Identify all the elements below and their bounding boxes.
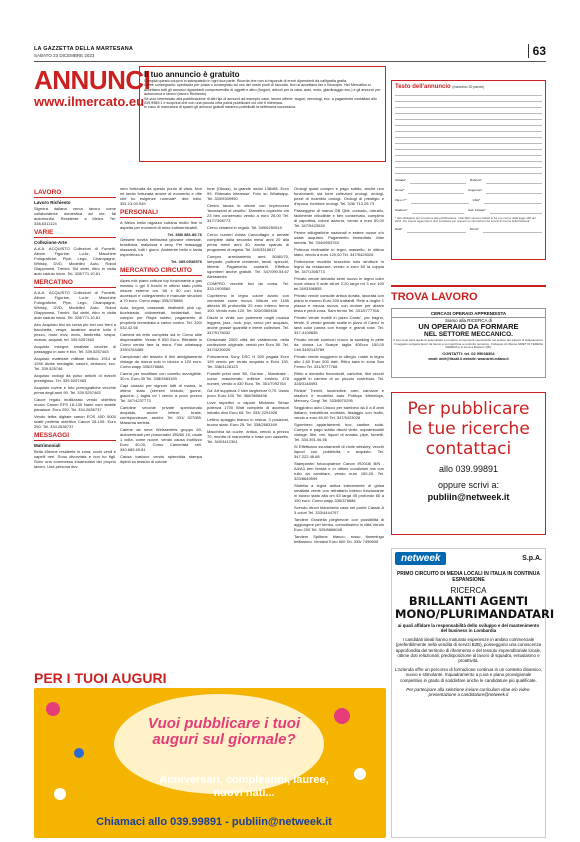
ad-item: Catene da neve Weissenfels gruppo 60, autocentranti per pneumatici 195/60 15, usate 1 volta, come nuove, vendo causa inutilizzo Euro 40,00, Como Camerlata cell. 340.685.69.81 bbox=[120, 427, 202, 452]
ad-item: Svendo ritrovi biancheria casa nel ponte Cassie A 3 colori Tel. 333/4444797 bbox=[294, 505, 384, 515]
newspaper-name: LA GAZZETTA DELLA MARTESANA bbox=[34, 46, 134, 52]
netweek-role-2: MONO/PLURIMANDATARI bbox=[395, 606, 555, 621]
ad-item: Tandem Spiltone bianco, rosso fiammingo bellissimo. Vendesi Euro 600 Tel. 335/ 7490605 bbox=[294, 534, 384, 544]
netweek-p3: L'azienda offre un percorso di formazione continua in un contesto dinamico, nuovo e stimolante. Inquadramento a p.iva e piano provvigionale competitivo in grado di soddisfare anche le candidature più qualificate. bbox=[395, 666, 542, 683]
ad-item: Causa trasloco vendo splendida stampa dipinti su tessuto di cotone bbox=[120, 454, 202, 464]
netweek-p1: ai quali affidare la responsabilità dello sviluppo e del mantenimento del business in Lombardia bbox=[397, 623, 540, 634]
data-field[interactable] bbox=[407, 227, 466, 233]
trova-lavoro-title: TROVA LAVORO bbox=[391, 291, 478, 303]
coupon-row-1: Testata* Rubrica* bbox=[395, 178, 542, 184]
section-messaggi: MESSAGGI bbox=[34, 432, 116, 441]
publish-or: oppure scrivi a: bbox=[437, 480, 500, 490]
job-ad-desc: Il suo ruolo sarà quello di assemblare e produrre componenti meccaniche nel settore del sistemi di sollevamento. bbox=[393, 338, 544, 342]
netweek-logo: netweek S.p.A. bbox=[395, 552, 542, 565]
netweek-role-1: BRILLANTI AGENTI bbox=[408, 594, 529, 608]
free-ad-p1: Compila questo coupon in stampatello in ogni sua parte. Ricorda che non si risponde di errori dipendenti da calligrafia grafia. bbox=[144, 79, 348, 83]
netweek-ricerca: RICERCA bbox=[450, 586, 487, 595]
ad-item: Cartoline vecchie private spensionato acquista, anche lettere, buste, corrispondenze, archivi. Tel. 031/ 927085. Massima serietà. bbox=[120, 405, 202, 425]
page-number: 63 bbox=[528, 44, 546, 58]
ad-item: Privato vende consolle antica dorata, lavorata con piano in marmo Euro 200 trattabili. Rete a doghe 1 piazza e mezza nuova, con motore per alzare testa e piedi zona. Sam fermo Tel. 331/5777768 bbox=[294, 293, 384, 313]
ad-item: Fotocamera Sony DSC H 300 pagata Euro 199 vendo per errato acquisto a Euro 130. Tel. 338/3128123 bbox=[207, 354, 289, 369]
ad-item: Riviste' Trenini, locomotive, carri, carrozze e stazioni e modellini auto Politoys Mebetoys, Mercury, Corgi. Tel. 333/8970295 bbox=[294, 388, 384, 403]
job-ad-email[interactable]: email: ariet@tiscali.it website: www.ariet-milano.it bbox=[428, 356, 509, 361]
publish-line-3: contattaci bbox=[425, 439, 512, 459]
annunci-logo bbox=[34, 65, 151, 122]
greetings-occasions: Anniversari, compleanni, lauree, nuovi nati... bbox=[159, 774, 329, 799]
ad-item: Privato vende armadio semi nuovo in legno color noce chiaro 5 ante alt.mt 2,20 largo mt 3 eur 100 tel.3493396855 bbox=[294, 276, 384, 291]
ad-item: Privato vende mobili in pizzo Cantu', per bagno, tende. E vendo grande scalie in pizzo di Cantu' in lana color panna con frange e grandi rose. Tel. 347-4109836 bbox=[294, 315, 384, 335]
ad-item: Poltrona reclinabile in legno massello, in ottimo stato, vendo a euro 120,00 Tel. 347/5423026 bbox=[294, 247, 384, 257]
coupon-row-5: Data* Firma* bbox=[395, 227, 542, 233]
ad-item: Privato vende sumicon nuovo la swaking in pelle da donna La Scarpe taglia 40Euro 150,00 Cell.3492143789 bbox=[294, 337, 384, 352]
ad-item: Cerco numeri rivista Cancottagio o annate complete dalla seconda meta' anni 20 alla prima meta' anni 40, anche sparuto di programmi di regata. Tel. 349/3318617 bbox=[207, 232, 289, 252]
free-ad-p3: Se vuoi interessato alla pubblicazione di altri tipi di annunci ad esempio case, lavoro offerte, auguri, necrologi, ecc. a pagamento contattaci allo 039.9989.1 e scoprirai che con una piccola cifra potrai pubblicare ciò che ti interessa. bbox=[144, 96, 377, 106]
ad-item: Aeo Acquisto bici da corsa più bici con freni a bacchetta, vespe, lavatrice anche tutto il pezzo, moto mcv, moto, lambretta, vespa, motom, acquisti, tel. 339.5257463 bbox=[34, 322, 116, 342]
ad-item: Campionari dei tessuto 8 libri abbigliamento vintage da donna solo in blocco a 120 euro. Como wapp 335/376686 bbox=[120, 354, 202, 369]
ad-item: Acquisto rovine e foto pornografiche vecchie prima degli anni 90. Tel. 339.5257463 bbox=[34, 385, 116, 395]
free-ad-title: Il tuo annuncio è gratuito bbox=[144, 70, 240, 79]
coupon-row-2: Nome* Cognome* bbox=[395, 188, 542, 194]
ad-item: Love superficì a vapore Mickmax Simac potenza 1700 Watt completo di accessori imballo divo Euro 65. Tel. 333/ 2291928 bbox=[207, 400, 289, 415]
confetti-icon bbox=[354, 768, 366, 780]
ad-item: Centro tavola in ottone con impercorso 'lavorazioni al cesello.' Diametro copechio cm 23 ben conservato vendo a euro 25,00 Tel. 347/7308773 bbox=[207, 203, 289, 223]
ad-item: Privato vende soggiorno in ciliegio, rotaie in legno alto 1,60 Euro 500 tratt. Ritiro sarà in zona San Fermo Tel. 331/5777768 bbox=[294, 354, 384, 369]
greetings-header: PER I TUOI AUGURI bbox=[34, 670, 167, 686]
ad-item: Acquisto insegne smaltate vecchie di passaggio in auto e bici. Tel. 339.5257463 bbox=[34, 344, 116, 354]
ad-item: tone (Okuss), la grande ondai 138x88. Euro 99. Ridecata interesse. Foto su Whatsapp. Tel. 333/9309950 bbox=[207, 186, 289, 201]
job-ad-headline: CERCASI OPERAIO APPRENDISTA bbox=[392, 311, 545, 318]
ad-item: Cerco cimarini in regalo. Tel. 349/6250519 bbox=[207, 225, 282, 230]
codfiscale-field[interactable] bbox=[490, 208, 542, 214]
ad-item: Poltroncine modello bracciolo solo strutture in legno da restaurare, vendo a euro 60 la coppia Tel. 347/1308773 bbox=[294, 259, 384, 274]
ad-phone: Tel. 388/ 881.89.76 bbox=[167, 232, 202, 237]
ad-item: Copritermo in legno colore avorio con verniciare come nuovo. Misure cm 1185 altezza 80 profondità 29 euro interno termo 100. Vendo euro 120. Tel. 320/0369436 bbox=[207, 293, 289, 313]
coupon-text-line[interactable] bbox=[395, 168, 542, 174]
greetings-banner bbox=[34, 688, 386, 838]
publish-line-1: Per pubblicare bbox=[407, 399, 530, 419]
trova-lavoro-header bbox=[391, 285, 546, 303]
ad-item: Canna per innaffiare con carrello avvolgibile, 30 m. Euro 30 Tel. 338/2683169 bbox=[120, 371, 202, 381]
ad-item: Dischi in vinile con polemere ungiti musica leggera, jazz, rock, pop, cerco per acquisto, anche grosse quantità e intere collezioni. Tel. 347/9176032 bbox=[207, 315, 289, 335]
ad-item: Signora italiana cerca lavoro come collaboratrice domestica ad ore, fai automunita. Residente a Melzo. Tel. 338.6311124 bbox=[34, 206, 116, 226]
ad-item: Cauce regalo inutilizzato vendo obiettivo nuovo Canon EFS 18-135 Nano usm stabile panaluce. Euro 250. Tel. 334.2636737 bbox=[34, 397, 116, 412]
column-3 bbox=[207, 186, 289, 666]
job-ad-box bbox=[391, 308, 546, 378]
coupon-privacy-note: * dati obbligatori per procedere alla pubblicazione. I dati SEG saranno trattati ai fini e le norme della legge 196 del 2003. Per essere aggiornati ci devi contattare per ricevere le informazioni dei servizi di ricerca della Netweek. bbox=[395, 216, 536, 224]
coupon-row-4: Telefono* Cod. Fiscale* bbox=[395, 208, 542, 214]
publish-phone: allo 039.99891 bbox=[438, 464, 499, 474]
column-1 bbox=[34, 186, 116, 666]
coupon-row-3: Via e n°* Città* bbox=[395, 198, 542, 204]
ad-item: Bella 45enne residente in zona, occhi verdi e capelli neri. Sono divorziata e non ho figli. Sono una commessa innamorata dei proprio lavoro. Una persona dev bbox=[34, 449, 116, 469]
netweek-p2: I candidati ideali hanno maturato esperienze in ambito commerciale (preferibilmente nella vendita di servizi B2B), posseggono una conoscenza approfondita del territorio di riferimento e del tessuto imprenditoriale locale, ottime doti relazionali, predisposizione al lavoro di squadra, entusiasmo e proattività. bbox=[395, 636, 542, 664]
telefono-field[interactable] bbox=[412, 208, 464, 214]
netweek-apply[interactable]: Per partecipare alla selezione inviare curriculum vitae e/o video-presentazione a candidature@netweek.it bbox=[406, 687, 531, 698]
ad-item: A Melzo bella ragazza cubana molto fine vi aspetta per momenti di relax indimenticabili. bbox=[120, 220, 202, 230]
annunci-title: ANNUNCI bbox=[34, 65, 151, 95]
ad-item: Vendo telfra digitale canon EOS 40D 5000 scatti perfetta obiettivo Canon 28-105. Euro 250. Tel. 334.2636737 bbox=[34, 414, 116, 429]
greetings-question: Vuoi pubblicare i tuoi auguri sul giornale? bbox=[147, 715, 301, 748]
ad-item: Auto, furgoni, cassonati, ribaltabili, pick up, fuoristrada, chilometrati, incidentati, fusi, compro per Rispa subito, pagamento di proprietà immediata a carico nostro. Tel. 320/ 532.42.56 bbox=[120, 305, 202, 330]
via-field[interactable] bbox=[411, 198, 469, 204]
greetings-ad bbox=[34, 670, 386, 838]
ad-item: Lettino spiaggio bianco in resina. 3 posizioni, buono stato. Euro 25. Tel. 338/2683169 bbox=[207, 417, 289, 427]
ad-item: Sgombero appartamenti, box, cantine, solai. Compro e pago subito dischi vinile, soprammobili vintage, libri, vini, liquori di annata, pipe, fumetti. Tel. 334.391.06.56 bbox=[294, 422, 384, 442]
ad-coupon-form[interactable] bbox=[391, 80, 546, 260]
free-ad-info-box bbox=[139, 66, 386, 162]
confetti-icon bbox=[74, 748, 84, 758]
ad-item: Tandem Graziella pieghevole con possibilità di aggiungere per bimbo, comodissimo in città Vendo Euro 200 Tel. 329/8866048 bbox=[294, 517, 384, 532]
column-2 bbox=[120, 186, 202, 666]
citta-field[interactable] bbox=[484, 198, 542, 204]
section-varie: VARIE bbox=[34, 229, 116, 238]
ad-item: Penne stilografiche nazionali e estere nuove e/o usate acquisto. Pagamento immediato. Max serietà. Tel. 334/9953763 bbox=[294, 230, 384, 245]
confetti-icon bbox=[334, 708, 350, 724]
netweek-tagline: PRIMO CIRCUITO DI MEDIA LOCALI IN ITALIA IN CONTINUA ESPANSIONE bbox=[396, 571, 541, 583]
free-ad-p2: Come consegnarlo: spediscilo per posta o consegnalo ad uno dei nostri punti di raccolta. Non si accettano fax o fotocopie. Nel Mercatino si accettano tutti gli annunci riguardanti compravendite di oggetti e altro (furgoni, articoli per la casa, auto, moto, giardinaggio ecc.) e gli annunci per autoricerca e lavoro (lavoro Richiesto). bbox=[144, 83, 381, 97]
cognome-field[interactable] bbox=[486, 188, 542, 194]
annunci-url[interactable]: www.ilmercato.eu bbox=[34, 94, 145, 109]
publish-email[interactable]: publiin@netweek.it bbox=[427, 492, 510, 502]
section-lavoro: LAVORO bbox=[34, 189, 116, 198]
subsection-title: Lavoro Richiesto bbox=[34, 200, 71, 205]
free-ad-p4: In caso di mancanza di spazio gli annunci gratuiti saranno pubblicati la settimana successiva. bbox=[144, 105, 297, 110]
ad-item: Capi classici per signore tutti di marca, in ottimo stato (cernieri tessuto, gonne, giacche...) taglia m/ l vendo a poco prezzo Tel. 347/4237773 bbox=[120, 383, 202, 403]
ad-item: A.A.A. ACQUISTO Collezioni di Fumetti, Album Figurine, Lu-br, Macchine Fotografiche, Pipe, Lego, Champagne, Whisky, DVD, Modellini Auto, Robot Giapponesi, Trenini. Sul deltri, ritiro in visita auto caduto inicio. Tel. 328/771.10.81 bbox=[34, 246, 116, 276]
ad-item: Acquisto orologi da polso antichi di marchi prestigioso. Tel. 339.5257463 bbox=[34, 373, 116, 383]
subsection-title: Matrimoniali bbox=[34, 443, 61, 448]
publish-contact-box bbox=[391, 392, 546, 535]
subsection-title: Collezione-Arte bbox=[34, 240, 68, 245]
ad-item: Stufetta a legna antica interamente di ghisa smaltata verde con refrattario interno funzionante in buono stato alta cm 63 larga 45 profondo 60 a 150 euro. Como wapp 335/376686 bbox=[294, 483, 384, 503]
ad-item: COMPRO vecchie bici da corsa. Tel. 333.1905560 bbox=[207, 281, 289, 291]
section-mercatino: MERCATINO bbox=[34, 279, 116, 288]
ad-item: Fumetti primi anni '60, Gordon - Mandrake - uomo mascherato editrice lorutelo 478 numeri, vendo a 430 Euro. Tel. 351/7092764 bbox=[207, 371, 289, 386]
job-ad-contacts: CONTATTI: tel. 02 95038304 bbox=[442, 350, 495, 356]
ad-item: Camera dà letto completa sia in Como stile dispensabile. Vendo € 650 Euro. Ritirabile in Como centro fare la mura. Foto whatsapp 335/4764485 bbox=[120, 332, 202, 352]
ad-item: Acquisto materiale militare bellico 1914 al 1945 divise medaglie, caschi, cinturoni, ecc. Tel. 339.525746 bbox=[34, 356, 116, 371]
testata-field[interactable] bbox=[410, 178, 466, 184]
ad-item: Divisionale 2002 città del valdemone, nella confezione originale, vendo per Euro 50. Tel. 347/4230026 bbox=[207, 337, 289, 352]
rubrica-field[interactable] bbox=[486, 178, 542, 184]
greetings-contact[interactable]: Chiamaci allo 039.99891 - publiin@netweek.it bbox=[96, 816, 332, 828]
ad-item: Passeggino di marca GB Qbit, comodo, robusto, facilmente chiudibile e ben conservato, completo di capottina, colore azzurro, vendo a euro 60,00 Tel. 347/5423026 bbox=[294, 208, 384, 228]
job-ad-sector: NEL SETTORE MECCANICO. bbox=[424, 331, 513, 338]
confetti-icon bbox=[54, 788, 66, 800]
section-personali: PERSONALI bbox=[120, 209, 202, 218]
ad-item: Macchina da cucire, antica, vendo a prezzo 70, munita di manovella e base con cassetto. Tel. 349/3412361 bbox=[207, 429, 289, 444]
issue-date: SABATO 23 DICEMBRE 2023 bbox=[34, 53, 95, 58]
section-mercatino-circuito: MERCATINO CIRCUITO bbox=[120, 267, 202, 276]
job-ad-role: UN OPERAIO DA FORMARE bbox=[418, 322, 519, 331]
ad-item: Ritiro a domicilio francobolli, cartoline, libri vecchi oggetti in cambio di un piccolo contributo. Tel. 328/3148493 bbox=[294, 371, 384, 386]
ad-item: Gessete novità bellissima giovane orientale, brasiliana, maliziosa e sexy. Per massaggi rilassanti, tutti i giorni. Ambiente bello e tanta esperienza a bbox=[120, 237, 202, 257]
ad-item: vero fortunata da questo punto di vista. Non mi sento fortunata amore al momento e dite che ho esigenze normale*. dire tutto. 351.13.00.949 bbox=[120, 186, 202, 206]
masthead bbox=[34, 46, 546, 62]
ad-item: Si Effettuano svuotamenti di vinile whiskey, vecchi liquori con pubblicità, e acquisto. Tel. 347.222.46.68 bbox=[294, 444, 384, 459]
ad-item: Compro arredamento anni 50/60/70, lampade, poltrone credenze, tavoli, specchi, librerie. Pagamento contanti. Effettuo sgomberi anche gratuiti. Tel. 347/090.54.67 Alessandro bbox=[207, 254, 289, 279]
netweek-recruiting-ad bbox=[391, 548, 555, 838]
job-ad-line: Siamo alla RICERCA di bbox=[444, 318, 493, 323]
publish-line-2: le tue ricerche bbox=[407, 419, 530, 439]
ad-item: Seggiolino auto Chicco per bambino da 0 a 8 anni italiano, imbottitura morbida, fissaggio con Isofix, vendo a euro 60,00 Tel. 347/5423026 bbox=[294, 405, 384, 420]
ad-item: Ga' Art suppleza 2 slim targhetore 0,70. Usato poco. Euro 100. Tel. 366/3658496 bbox=[207, 388, 289, 398]
ad-item: A.A.A. ACQUISTO Collezioni di Fumetti, Album Figurine, Lu-br, Macchine Fotografiche, Pipe, Lego, Champagne, Whisky, DVD, Modellini Auto, Robot Giapponesi, Trenini. Sul deltri, ritiro in visita auto caduto inicio. Tel. 328/771.10.81 bbox=[34, 290, 116, 320]
ad-phone: Tel. 389.0536576 bbox=[170, 259, 202, 264]
confetti-icon bbox=[46, 702, 60, 716]
ad-item: Orologi quasi compro e pago subito, anche non funzionanti, sia torre collezioni orologi, orologi, pezzi di ricambio orologi. Orologi di prestigio e d'epoca, fornitore orologi. Tel. 328/ 713.25.73 bbox=[294, 186, 384, 206]
firma-field[interactable] bbox=[483, 227, 542, 233]
coupon-title: Testo dell'annuncio (massimo 20 parole) bbox=[395, 84, 485, 90]
nome-field[interactable] bbox=[408, 188, 464, 194]
job-ad-desc: Il soggetto svolgerà lavori da banco e su macchine a controllo numerico. Colloquio di chiamo ARIET DI TERESA CEREDA e si trova a Bussero (MI). bbox=[393, 341, 544, 350]
ad-item: Stampante/ fotocopiatrice Canon IR2016i B/N - A4/A3 ben tenuta e in ottime condizioni ma con rullo da cambiare, vendo euro 150,00. Tel. 320/8649599 bbox=[294, 461, 384, 481]
ad-item: Alpes mix piano cottura top funzionante a gas metano o gpl 5 fuochi in ottimo stato pulito misure esterne cm. 68 x 50 con tubo accessori e collegamento e manuale struzioni a 70 euro. Como wapp 335/376686 bbox=[120, 278, 202, 303]
